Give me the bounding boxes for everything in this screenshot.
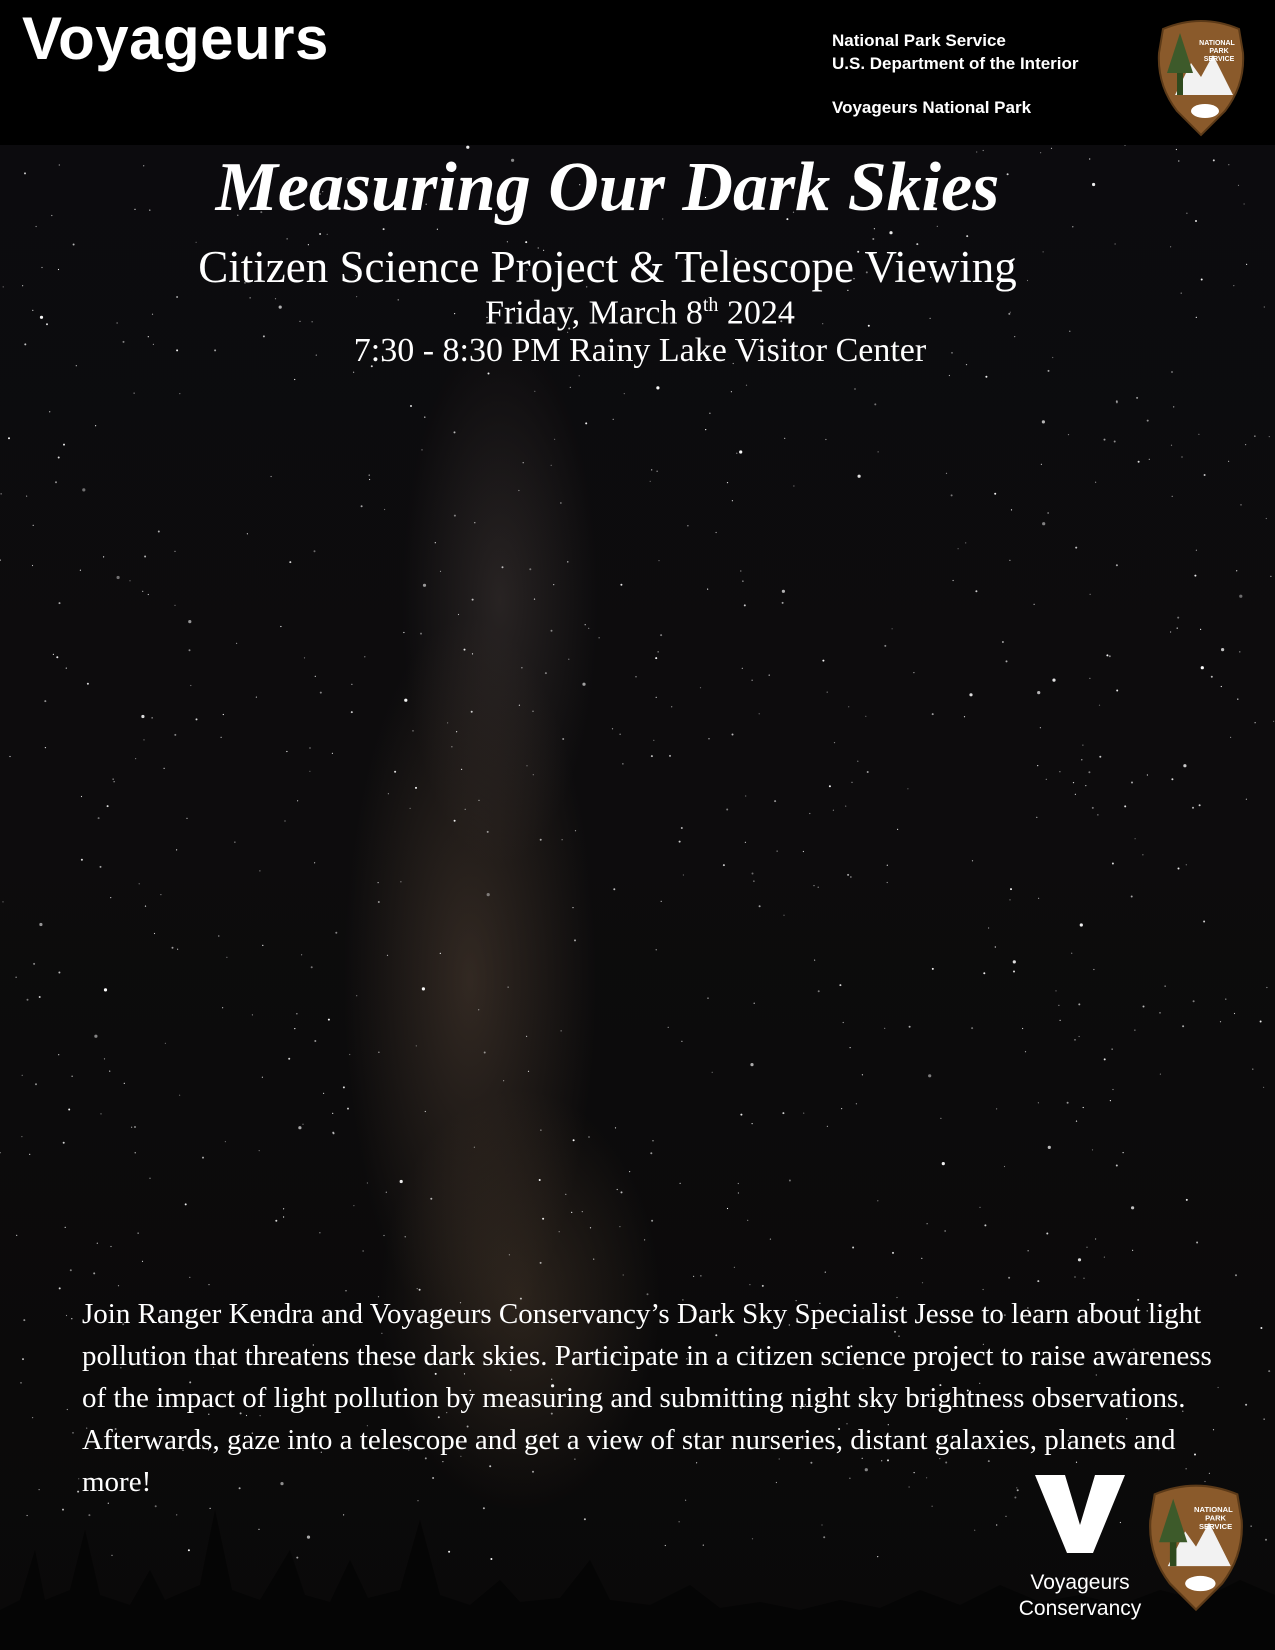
- svg-text:SERVICE: SERVICE: [1198, 1522, 1233, 1532]
- agency-line-1: National Park Service: [832, 31, 1006, 50]
- svg-text:SERVICE: SERVICE: [1203, 56, 1235, 63]
- nps-arrowhead-logo: [1155, 15, 1247, 137]
- conservancy-line-2: Conservancy: [1018, 1597, 1142, 1620]
- date-ordinal: th: [702, 294, 719, 316]
- date-year: 2024: [718, 294, 795, 332]
- svg-text:NATIONAL: NATIONAL: [1194, 1504, 1233, 1514]
- agency-block: [832, 29, 1079, 119]
- event-description: Join Ranger Kendra and Voyageurs Conservancy’s Dark Sky Specialist Jesse to learn about light pollution that threatens these dark skies. Participate in a citizen science project to raise awareness of the impact of light pollution by measuring and submitting night sky brightness observations. Afterwards, gaze into a telescope and get a view of star nurseries, distant galaxies, planets and more!: [82, 1298, 1212, 1498]
- brand-title: Voyageurs: [22, 5, 329, 72]
- svg-text:PARK: PARK: [1205, 1513, 1227, 1523]
- event-subtitle: Citizen Science Project & Telescope Viewing: [198, 242, 1017, 292]
- event-title: Measuring Our Dark Skies: [215, 149, 1000, 226]
- event-date: [0, 294, 1275, 332]
- agency-line-2: U.S. Department of the Interior: [832, 54, 1079, 73]
- park-name: Voyageurs National Park: [832, 98, 1032, 117]
- nps-arrowhead-logo-footer: [1146, 1478, 1246, 1613]
- svg-text:NATIONAL: NATIONAL: [1199, 40, 1235, 47]
- svg-text:PARK: PARK: [1209, 48, 1229, 55]
- conservancy-label: [1005, 1570, 1155, 1622]
- date-prefix: Friday, March 8: [485, 294, 703, 332]
- event-time-location: 7:30 - 8:30 PM Rainy Lake Visitor Center: [353, 332, 927, 369]
- conservancy-line-1: Voyageurs: [1030, 1571, 1130, 1594]
- header-bar: [0, 0, 1275, 145]
